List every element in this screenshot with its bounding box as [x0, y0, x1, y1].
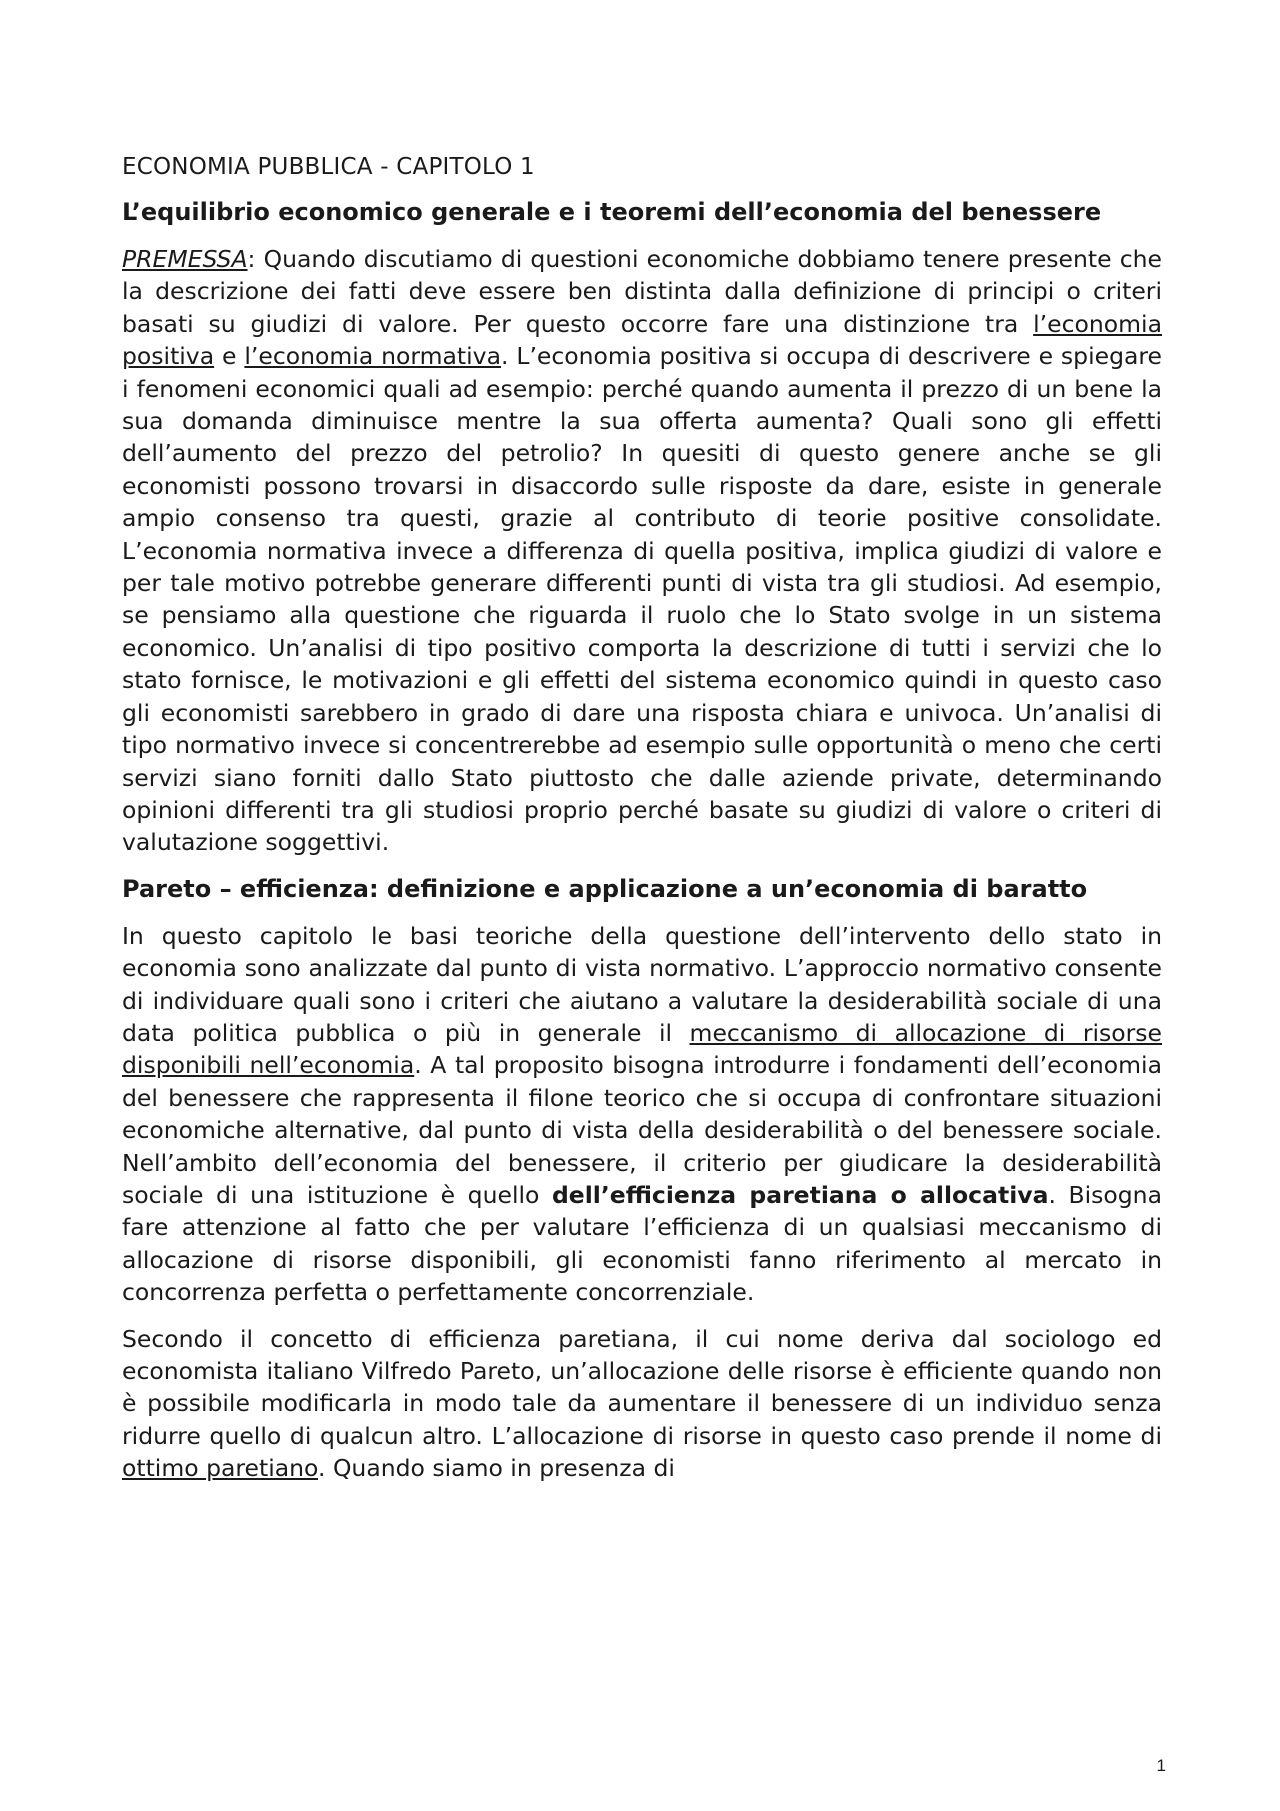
p2-text-c: . Bisogna fare attenzione al fatto che per valutare l’efficienza di un qualsiasi meccanismo di allocazione di risorse disponibili, gli economisti fanno riferimento al mercato in concorrenza perfetta o perfettamente concorrenziale. [122, 1180, 1162, 1307]
paragraph-premessa [122, 243, 1162, 859]
p3-text-b: . Quando siamo in presenza di [318, 1454, 675, 1483]
p1-text-a: : Quando discutiamo di questioni economiche dobbiamo tenere presente che la descrizione dei fatti deve essere ben distinta dalla definizione di principi o criteri basati su giudizi di valore. Per questo occorre fare una distinzione tra [122, 245, 1162, 338]
p1-text-c: . L’economia positiva si occupa di descrivere e spiegare i fenomeni economici quali ad esempio: perché quando aumenta il prezzo di un bene la sua domanda diminuisce mentre la sua offerta aumenta? Quali sono gli effetti dell’aumento del prezzo del petrolio? In quesiti di questo genere anche se gli economisti possono trovarsi in disaccordo sulle risposte da dare, esiste in generale ampio consenso tra questi, grazie al contributo di teorie positive consolidate. L’economia normativa invece a differenza di quella positiva, implica giudizi di valore e per tale motivo potrebbe generare differenti punti di vista tra gli studiosi. Ad esempio, se pensiamo alla questione che riguarda il ruolo che lo Stato svolge in un sistema economico. Un’analisi di tipo positivo comporta la descrizione di tutti i servizi che lo stato fornisce, le motivazioni e gli effetti del sistema economico quindi in questo caso gli economisti sarebbero in grado di dare una risposta chiara e univoca. Un’analisi di tipo normativo invece si concentrerebbe ad esempio sulle opportunità o meno che certi servizi siano forniti dallo Stato piuttosto che dalle aziende private, determinando opinioni differenti tra gli studiosi proprio perché basate su giudizi di valore o criteri di valutazione soggettivi. [122, 342, 1162, 857]
document-header: ECONOMIA PUBBLICA - CAPITOLO 1 [122, 154, 535, 180]
page-number: 1 [1156, 1756, 1166, 1775]
document-page [122, 150, 1162, 1499]
p3-text-a: Secondo il concetto di efficienza paretiana, il cui nome deriva dal sociologo ed economista italiano Vilfredo Pareto, un’allocazione delle risorse è efficiente quando non è possibile modificarla in modo tale da aumentare il benessere di un individuo senza ridurre quello di qualcun altro. L’allocazione di risorse in questo caso prende il nome di [122, 1324, 1162, 1450]
paragraph-intervento-stato [122, 920, 1162, 1309]
term-economia-positiva: l’economia positiva [122, 309, 1162, 371]
term-ottimo-paretiano: ottimo paretiano [122, 1454, 318, 1483]
premessa-label: PREMESSA [122, 245, 248, 273]
term-economia-normativa: l’economia normativa [244, 342, 501, 371]
section-title-pareto: Pareto – efficienza: definizione e applicazione a un’economia di baratto [122, 874, 1088, 903]
p2-text-b: . A tal proposito bisogna introdurre i fondamenti dell’economia del benessere che rappresenta il filone teorico che si occupa di confrontare situazioni economiche alternative, dal punto di vista della desiderabilità o del benessere sociale. Nell’ambito dell’economia del benessere, il criterio per giudicare la desiderabilità sociale di una istituzione è quello [122, 1051, 1162, 1209]
section-title-equilibrio: L’equilibrio economico generale e i teoremi dell’economia del benessere [122, 198, 1102, 226]
p1-text-b: e [214, 342, 245, 371]
term-meccanismo-allocazione: meccanismo di allocazione di risorse disponibili nell’economia [122, 1018, 1162, 1080]
p2-text-a: In questo capitolo le basi teoriche della questione dell’intervento dello stato in economia sono analizzate dal punto di vista normativo. L’approccio normativo consente di individuare quali sono i criteri che aiutano a valutare la desiderabilità sociale di una data politica pubblica o più in generale il [122, 921, 1162, 1047]
paragraph-efficienza-paretiana [122, 1323, 1162, 1485]
term-efficienza-paretiana: dell’efficienza paretiana o allocativa [551, 1180, 1049, 1209]
